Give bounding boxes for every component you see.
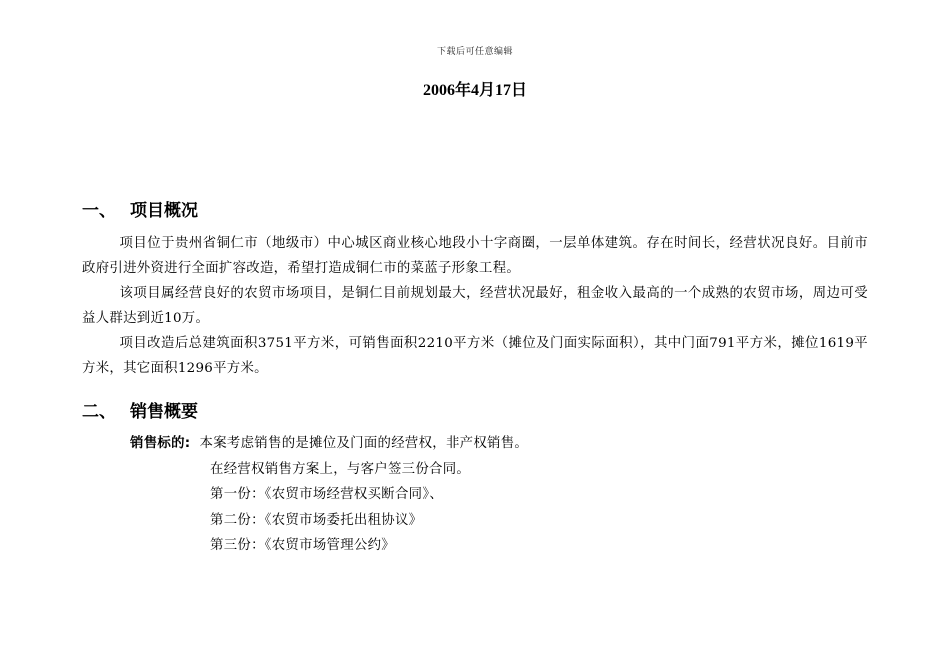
label-colon: : [184,436,191,451]
list-item: 在经营权销售方案上，与客户签三份合同。 [210,461,471,477]
list-item: 第三份：《农贸市场管理公约》 [210,538,395,553]
section-title: 项目概况 [130,201,198,221]
section-heading-overview [82,196,198,221]
sales-target-line [130,431,528,457]
document-date: 2006年4月17日 [422,82,527,99]
paragraph: 项目改造后总建筑面积3751平方米，可销售面积2210平方米（摊位及门面实际面积），其中门面791平方米，摊位1619平方米，其它面积1296平方米。 [82,336,868,376]
paragraph: 该项目属经营良好的农贸市场项目，是铜仁目前规划最大，经营状况最好，租金收入最高的一个成熟的农贸市场，周边可受益人群达到近10万。 [82,286,868,326]
section-heading-sales [82,397,198,422]
sales-summary [130,431,528,559]
list-item: 第二份：《农贸市场委托出租协议》 [210,512,423,528]
section-number: 二、 [82,402,116,422]
list-item: 第一份：《农贸市场经营权买断合同》、 [210,487,444,502]
sales-target-text: 本案考虑销售的是摊位及门面的经营权，非产权销售。 [199,436,529,451]
paragraph: 项目位于贵州省铜仁市（地级市）中心城区商业核心地段小十字商圈，一层单体建筑。存在时间长，经营状况良好。目前市政府引进外资进行全面扩容改造，希望打造成铜仁市的菜蓝子形象工程。 [82,236,868,276]
sales-target-label: 销售标的 [130,436,185,451]
section-number: 一、 [82,201,116,221]
section-title: 销售概要 [130,402,198,422]
overview-body [82,231,868,381]
header-note: 下载后可任意编辑 [436,47,513,57]
